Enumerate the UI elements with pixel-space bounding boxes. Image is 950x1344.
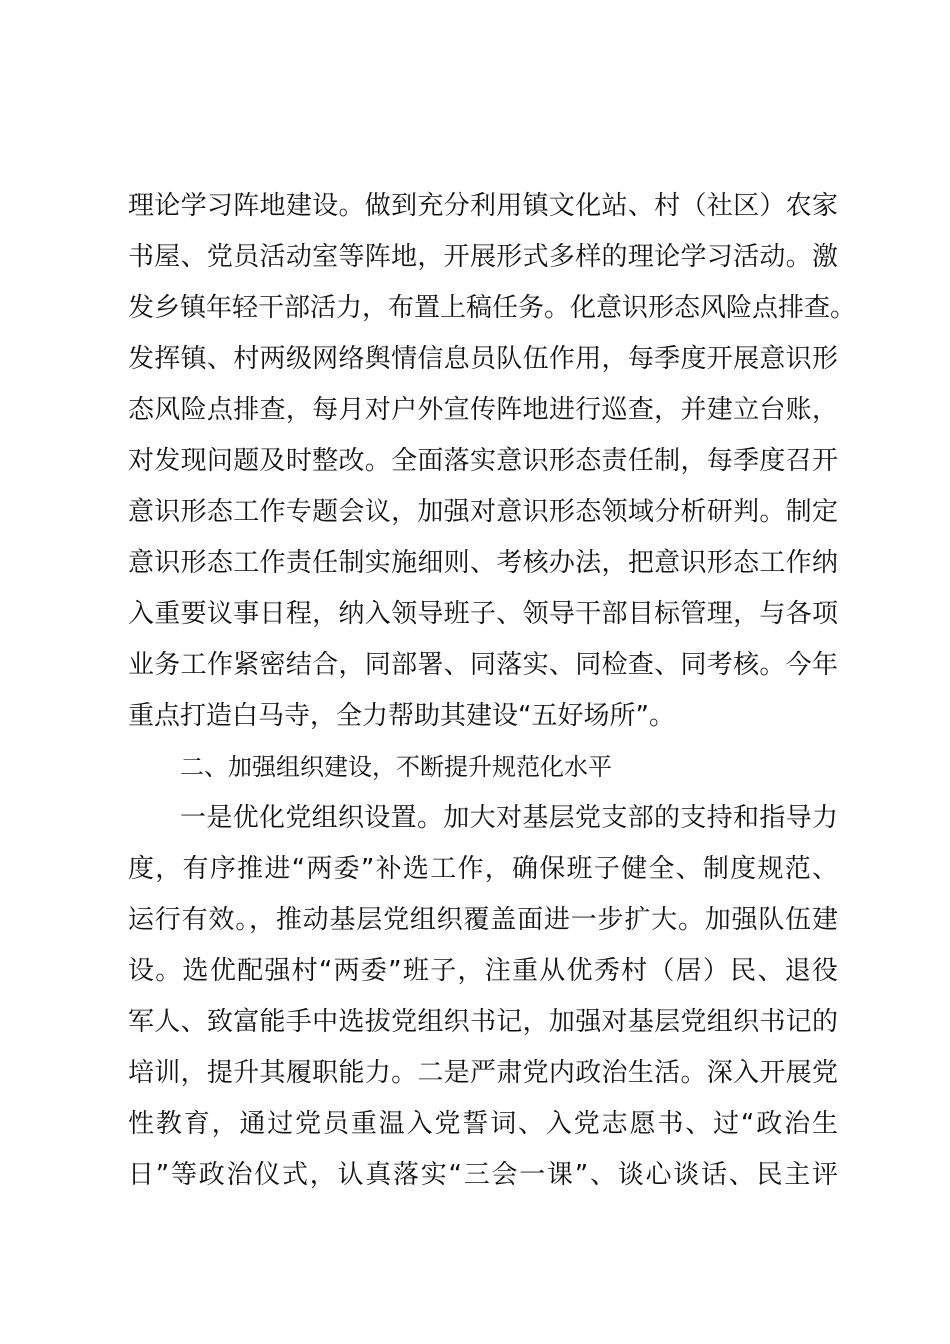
text-line: 意识形态工作责任制实施细则、考核办法，把意识形态工作纳 (128, 548, 838, 578)
text-line: 书屋、党员活动室等阵地，开展形式多样的理论学习活动。激 (128, 242, 838, 272)
text-line: 发乡镇年轻干部活力，布置上稿任务。化意识形态风险点排查。 (128, 293, 857, 323)
text-line: 设。选优配强村“两委”班子，注重从优秀村（居）民、退役 (128, 956, 838, 986)
body-text (128, 181, 857, 1201)
text-line: 态风险点排查，每月对户外宣传阵地进行巡查，并建立台账， (128, 395, 838, 425)
text-line: 一是优化党组织设置。加大对基层党支部的支持和指导力 (180, 803, 838, 833)
text-line: 日”等政治仪式，认真落实“三会一课”、谈心谈话、民主评 (128, 1160, 838, 1190)
text-line: 运行有效。，推动基层党组织覆盖面进一步扩大。加强队伍建 (128, 905, 838, 935)
text-line: 培训，提升其履职能力。二是严肃党内政治生活。深入开展党 (128, 1058, 838, 1088)
text-line: 度，有序推进“两委”补选工作，确保班子健全、制度规范、 (128, 854, 838, 884)
text-line: 入重要议事日程，纳入领导班子、领导干部目标管理，与各项 (128, 599, 838, 629)
text-line: 对发现问题及时整改。全面落实意识形态责任制，每季度召开 (128, 446, 838, 476)
text-line: 业务工作紧密结合，同部署、同落实、同检查、同考核。今年 (128, 650, 838, 680)
text-line: 意识形态工作专题会议，加强对意识形态领域分析研判。制定 (128, 497, 838, 527)
text-line: 发挥镇、村两级网络舆情信息员队伍作用，每季度开展意识形 (128, 344, 838, 374)
section-heading: 二、加强组织建设，不断提升规范化水平 (180, 753, 612, 781)
text-line: 理论学习阵地建设。做到充分利用镇文化站、村（社区）农家 (128, 191, 838, 221)
text-line: 性教育，通过党员重温入党誓词、入党志愿书、过“政治生 (128, 1109, 838, 1139)
text-line: 重点打造白马寺，全力帮助其建设“五好场所”。 (128, 701, 675, 731)
text-line: 军人、致富能手中选拔党组织书记，加强对基层党组织书记的 (128, 1007, 838, 1037)
